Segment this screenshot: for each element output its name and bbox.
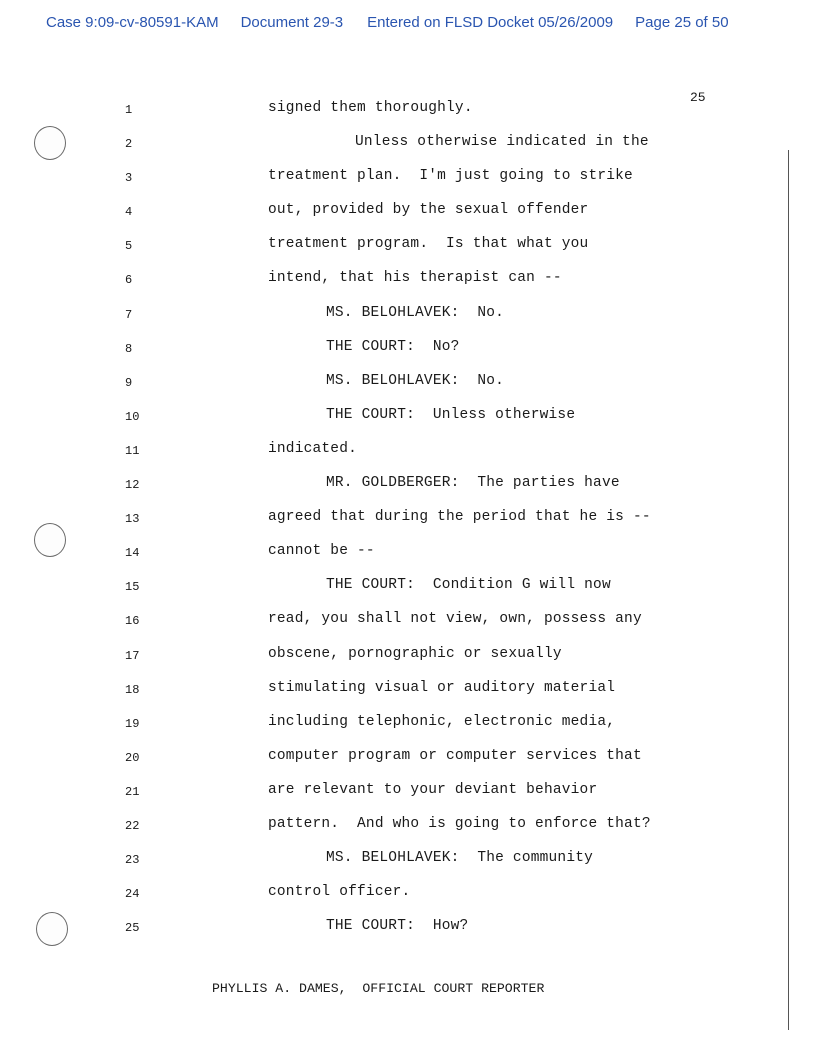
line-number: 4: [125, 205, 133, 220]
line-text: MR. GOLDBERGER: The parties have: [326, 475, 620, 492]
line-text: THE COURT: No?: [326, 338, 460, 355]
transcript-line: [0, 439, 816, 473]
transcript-line: [0, 541, 816, 575]
transcript-line: [0, 882, 816, 916]
line-text: control officer.: [268, 884, 411, 901]
line-text: MS. BELOHLAVEK: No.: [326, 372, 505, 389]
line-number: 9: [125, 375, 133, 390]
transcript-line: [0, 575, 816, 609]
transcript-line: [0, 98, 816, 132]
line-text: Unless otherwise indicated in the: [355, 134, 649, 151]
page-count: Page 25 of 50: [635, 14, 729, 31]
line-text: are relevant to your deviant behavior: [268, 781, 598, 798]
line-number: 6: [125, 273, 133, 288]
line-number: 10: [125, 409, 140, 424]
entered-date: Entered on FLSD Docket 05/26/2009: [367, 14, 614, 31]
transcript-line: [0, 678, 816, 712]
case-number: Case 9:09-cv-80591-KAM: [46, 14, 219, 31]
document-number: Document 29-3: [240, 14, 344, 31]
line-number: 17: [125, 648, 140, 663]
transcript-line: [0, 200, 816, 234]
line-text: cannot be --: [268, 543, 375, 560]
transcript-line: [0, 780, 816, 814]
line-number: 24: [125, 887, 140, 902]
line-text: indicated.: [268, 440, 358, 457]
line-text: treatment plan. I'm just going to strike: [268, 168, 633, 185]
line-number: 21: [125, 784, 140, 799]
line-number: 19: [125, 716, 140, 731]
reporter-footer: PHYLLIS A. DAMES, OFFICIAL COURT REPORTER: [212, 981, 545, 996]
line-number: 3: [125, 171, 133, 186]
transcript-line: [0, 848, 816, 882]
line-number: 22: [125, 818, 140, 833]
line-number: 2: [125, 137, 133, 152]
line-number: 20: [125, 750, 140, 765]
transcript-line: [0, 746, 816, 780]
line-text: pattern. And who is going to enforce that?: [268, 815, 651, 832]
line-number: 5: [125, 239, 133, 254]
transcript-line: [0, 916, 816, 950]
line-text: computer program or computer services that: [268, 747, 642, 764]
line-text: including telephonic, electronic media,: [268, 713, 616, 730]
line-text: agreed that during the period that he is --: [268, 509, 651, 526]
transcript-line: [0, 234, 816, 268]
transcript-line: [0, 303, 816, 337]
transcript-line: [0, 644, 816, 678]
line-text: THE COURT: How?: [326, 918, 469, 935]
line-number: 1: [125, 103, 133, 117]
line-number: 18: [125, 682, 140, 697]
line-text: read, you shall not view, own, possess any: [268, 611, 642, 628]
transcript-line: [0, 507, 816, 541]
line-number: 7: [125, 307, 133, 322]
line-text: MS. BELOHLAVEK: No.: [326, 304, 505, 321]
transcript-line: [0, 609, 816, 643]
line-number: 16: [125, 614, 140, 629]
transcript-line: [0, 337, 816, 371]
transcript-line: [0, 371, 816, 405]
line-text: stimulating visual or auditory material: [268, 679, 616, 696]
line-number: 11: [125, 443, 140, 458]
line-number: 15: [125, 580, 140, 595]
transcript-line: [0, 405, 816, 439]
transcript-line: [0, 712, 816, 746]
transcript-line: [0, 268, 816, 302]
docket-header: [46, 14, 776, 31]
transcript-line: [0, 132, 816, 166]
line-text: intend, that his therapist can --: [268, 270, 562, 287]
line-text: MS. BELOHLAVEK: The community: [326, 850, 594, 867]
line-number: 12: [125, 478, 140, 493]
line-text: treatment program. Is that what you: [268, 236, 589, 253]
line-text: obscene, pornographic or sexually: [268, 645, 562, 662]
transcript-body: [0, 98, 816, 950]
line-number: 8: [125, 341, 133, 356]
line-text: THE COURT: Condition G will now: [326, 577, 611, 594]
line-text: signed them thoroughly.: [268, 100, 473, 116]
line-text: THE COURT: Unless otherwise: [326, 406, 576, 423]
transcript-line: [0, 166, 816, 200]
page-number: 25: [690, 90, 706, 105]
line-number: 14: [125, 546, 140, 561]
transcript-line: [0, 473, 816, 507]
line-number: 23: [125, 853, 140, 868]
line-number: 13: [125, 512, 140, 527]
line-text: out, provided by the sexual offender: [268, 202, 589, 219]
transcript-line: [0, 814, 816, 848]
line-number: 25: [125, 921, 140, 936]
